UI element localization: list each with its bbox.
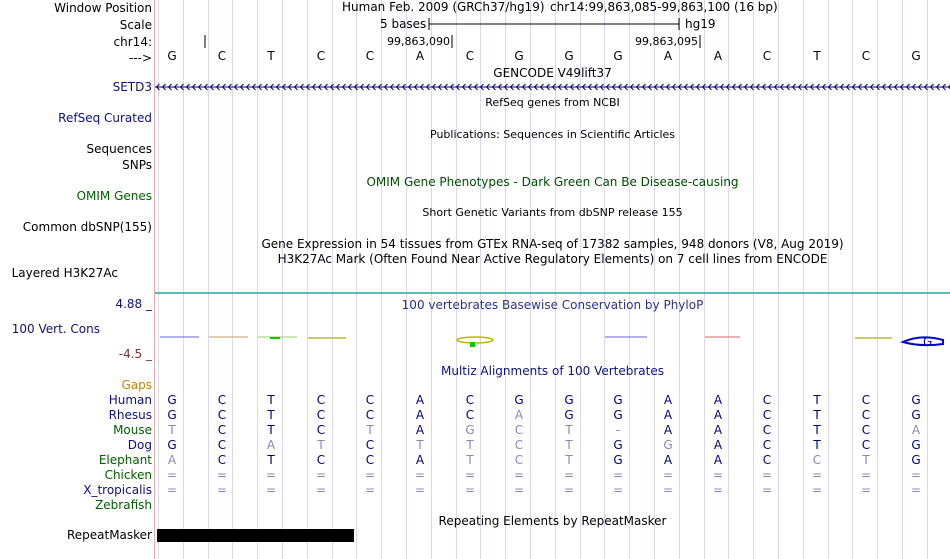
aligned-base: = bbox=[712, 483, 724, 497]
aligned-base: = bbox=[414, 468, 426, 482]
aligned-base: G bbox=[613, 393, 623, 407]
aligned-base: T bbox=[862, 453, 870, 467]
multiz-title: Multiz Alignments of 100 Vertebrates bbox=[440, 364, 665, 378]
aligned-base: A bbox=[514, 408, 524, 422]
aligned-base: G bbox=[167, 393, 177, 407]
aligned-base: G bbox=[613, 408, 623, 422]
reference-base: C bbox=[217, 49, 227, 63]
aligned-base: G bbox=[564, 408, 574, 422]
publications-title: Publications: Sequences in Scientific Articles bbox=[430, 128, 675, 141]
aligned-base: A bbox=[911, 423, 921, 437]
species-label[interactable]: Human bbox=[108, 393, 152, 407]
aligned-base: A bbox=[663, 408, 673, 422]
species-label[interactable]: X_tropicalis bbox=[83, 483, 152, 497]
coord-right: 99,863,095 bbox=[635, 35, 698, 48]
track-separator bbox=[155, 292, 950, 294]
aligned-base: = bbox=[860, 483, 872, 497]
h3k27ac-label[interactable]: Layered H3K27Ac bbox=[11, 266, 118, 280]
aligned-base: C bbox=[465, 393, 475, 407]
species-label[interactable]: Dog bbox=[127, 438, 152, 452]
coordinate-ruler bbox=[155, 33, 950, 49]
aligned-base: C bbox=[365, 438, 375, 452]
aligned-base: = bbox=[464, 483, 476, 497]
aligned-base: C bbox=[316, 453, 326, 467]
aligned-base: T bbox=[168, 423, 176, 437]
reference-base: G bbox=[911, 49, 921, 63]
scale-label: Scale bbox=[119, 18, 152, 32]
aligned-base: T bbox=[565, 423, 573, 437]
chrom-label: chr14: bbox=[113, 35, 152, 49]
aligned-base: C bbox=[365, 453, 375, 467]
aligned-base: = bbox=[811, 483, 823, 497]
species-label[interactable]: Rhesus bbox=[108, 408, 152, 422]
reference-base: C bbox=[762, 49, 772, 63]
setd3-gene-line[interactable] bbox=[155, 81, 950, 93]
aligned-base: C bbox=[812, 453, 822, 467]
track-labels bbox=[0, 0, 154, 559]
species-label[interactable]: Elephant bbox=[98, 453, 152, 467]
aligned-base: = bbox=[612, 483, 624, 497]
refseq-label[interactable]: RefSeq Curated bbox=[58, 111, 152, 125]
aligned-base: A bbox=[266, 438, 276, 452]
aligned-base: G bbox=[514, 393, 524, 407]
aligned-base: = bbox=[860, 468, 872, 482]
aligned-base: T bbox=[317, 438, 325, 452]
reference-base: T bbox=[813, 49, 821, 63]
assembly-title: Human Feb. 2009 (GRCh37/hg19) bbox=[342, 0, 545, 14]
phylop-plot bbox=[155, 330, 950, 350]
strand-label: ---> bbox=[128, 51, 152, 65]
reference-base: C bbox=[465, 49, 475, 63]
aligned-base: = bbox=[712, 468, 724, 482]
aligned-base: A bbox=[663, 393, 673, 407]
aligned-base: C bbox=[316, 393, 326, 407]
aligned-base: A bbox=[415, 423, 425, 437]
omim-title: OMIM Gene Phenotypes - Dark Green Can Be Disease-causing bbox=[366, 175, 739, 189]
reference-base: G bbox=[167, 49, 177, 63]
track-area[interactable] bbox=[155, 0, 950, 559]
aligned-base: G bbox=[167, 408, 177, 422]
aligned-base: = bbox=[265, 483, 277, 497]
aligned-base: C bbox=[316, 423, 326, 437]
phylop-min-label: -4.5 _ bbox=[118, 347, 152, 361]
aligned-base: T bbox=[813, 438, 821, 452]
aligned-base: G bbox=[167, 438, 177, 452]
aligned-base: = bbox=[811, 468, 823, 482]
phylop-title: 100 vertebrates Basewise Conservation by PhyloP bbox=[401, 298, 704, 312]
h3k27ac-title: H3K27Ac Mark (Often Found Near Active Regulatory Elements) on 7 cell lines from ENCODE bbox=[277, 252, 828, 266]
aligned-base: = bbox=[315, 483, 327, 497]
aligned-base: T bbox=[267, 423, 275, 437]
aligned-base: C bbox=[365, 408, 375, 422]
aligned-base: C bbox=[861, 408, 871, 422]
aligned-base: G bbox=[564, 393, 574, 407]
aligned-base: = bbox=[364, 483, 376, 497]
reference-base: A bbox=[415, 49, 425, 63]
aligned-base: C bbox=[514, 423, 524, 437]
aligned-base: = bbox=[513, 468, 525, 482]
aligned-base: C bbox=[217, 438, 227, 452]
aligned-base: G bbox=[911, 393, 921, 407]
aligned-base: T bbox=[267, 408, 275, 422]
aligned-base: C bbox=[762, 453, 772, 467]
aligned-base: G bbox=[613, 453, 623, 467]
aligned-base: G bbox=[613, 438, 623, 452]
dbsnp-title: Short Genetic Variants from dbSNP release 155 bbox=[422, 206, 683, 219]
phylop-max-label: 4.88 _ bbox=[115, 297, 152, 311]
reference-base: C bbox=[316, 49, 326, 63]
reference-base: A bbox=[713, 49, 723, 63]
phylop-label[interactable]: 100 Vert. Cons bbox=[11, 322, 100, 336]
aligned-base: = bbox=[216, 468, 228, 482]
aligned-base: C bbox=[861, 423, 871, 437]
aligned-base: = bbox=[761, 483, 773, 497]
aligned-base: C bbox=[861, 438, 871, 452]
aligned-base: A bbox=[663, 453, 673, 467]
aligned-base: = bbox=[910, 483, 922, 497]
refseq-title: RefSeq genes from NCBI bbox=[485, 96, 620, 109]
aligned-base: A bbox=[663, 423, 673, 437]
coord-left: 99,863,090 bbox=[387, 35, 450, 48]
aligned-base: A bbox=[415, 393, 425, 407]
aligned-base: T bbox=[466, 453, 474, 467]
repeat-element[interactable] bbox=[157, 529, 354, 542]
aligned-base: A bbox=[713, 438, 723, 452]
reference-base: C bbox=[861, 49, 871, 63]
aligned-base: C bbox=[514, 453, 524, 467]
aligned-base: C bbox=[762, 408, 772, 422]
reference-base: C bbox=[365, 49, 375, 63]
aligned-base: = bbox=[513, 483, 525, 497]
aligned-base: = bbox=[166, 468, 178, 482]
aligned-base: = bbox=[612, 468, 624, 482]
window-position-label: Window Position bbox=[54, 1, 152, 15]
aligned-base: C bbox=[217, 423, 227, 437]
aligned-base: T bbox=[813, 393, 821, 407]
aligned-base: = bbox=[464, 468, 476, 482]
aligned-base: C bbox=[217, 453, 227, 467]
scale-bar bbox=[425, 17, 685, 31]
aligned-base: = bbox=[761, 468, 773, 482]
aligned-base: G bbox=[911, 408, 921, 422]
omim-label[interactable]: OMIM Genes bbox=[76, 189, 152, 203]
aligned-base: A bbox=[713, 393, 723, 407]
aligned-base: A bbox=[713, 453, 723, 467]
aligned-base: A bbox=[415, 453, 425, 467]
species-label[interactable]: Zebrafish bbox=[95, 498, 152, 512]
aligned-base: C bbox=[514, 438, 524, 452]
reference-base: G bbox=[613, 49, 623, 63]
aligned-base: = bbox=[563, 468, 575, 482]
aligned-base: T bbox=[565, 438, 573, 452]
aligned-base: G bbox=[911, 438, 921, 452]
aligned-base: = bbox=[662, 468, 674, 482]
aligned-base: C bbox=[861, 393, 871, 407]
species-label[interactable]: Chicken bbox=[104, 468, 152, 482]
aligned-base: - bbox=[615, 423, 621, 437]
aligned-base: G bbox=[663, 438, 673, 452]
dbsnp-label[interactable]: Common dbSNP(155) bbox=[22, 220, 152, 234]
aligned-base: = bbox=[414, 483, 426, 497]
scale-db: hg19 bbox=[685, 17, 716, 31]
aligned-base: = bbox=[662, 483, 674, 497]
svg-text:G: G bbox=[923, 335, 933, 349]
aligned-base: T bbox=[813, 408, 821, 422]
aligned-base: C bbox=[762, 423, 772, 437]
publications-label[interactable]: Sequences bbox=[86, 142, 152, 156]
repeatmasker-label[interactable]: RepeatMasker bbox=[66, 528, 152, 542]
aligned-base: C bbox=[217, 408, 227, 422]
aligned-base: G bbox=[911, 453, 921, 467]
aligned-base: = bbox=[910, 468, 922, 482]
aligned-base: T bbox=[366, 423, 374, 437]
reference-base: G bbox=[514, 49, 524, 63]
aligned-base: T bbox=[416, 438, 424, 452]
aligned-base: T bbox=[267, 393, 275, 407]
aligned-base: T bbox=[565, 453, 573, 467]
aligned-base: = bbox=[265, 468, 277, 482]
aligned-base: C bbox=[316, 408, 326, 422]
repeatmasker-title: Repeating Elements by RepeatMasker bbox=[438, 514, 667, 528]
aligned-base: = bbox=[166, 483, 178, 497]
aligned-base: T bbox=[813, 423, 821, 437]
setd3-label[interactable]: SETD3 bbox=[112, 80, 152, 94]
aligned-base: A bbox=[713, 408, 723, 422]
species-label[interactable]: Mouse bbox=[113, 423, 152, 437]
aligned-base: T bbox=[267, 453, 275, 467]
aligned-base: = bbox=[216, 483, 228, 497]
aligned-base: G bbox=[465, 423, 475, 437]
scale-value: 5 bases bbox=[380, 17, 427, 31]
position-readout: chr14:99,863,085-99,863,100 (16 bp) bbox=[550, 0, 778, 14]
aligned-base: A bbox=[713, 423, 723, 437]
reference-base: G bbox=[564, 49, 574, 63]
snps-label[interactable]: SNPs bbox=[122, 158, 152, 172]
aligned-base: A bbox=[415, 408, 425, 422]
reference-base: A bbox=[663, 49, 673, 63]
gencode-title: GENCODE V49lift37 bbox=[493, 66, 612, 80]
gtex-title: Gene Expression in 54 tissues from GTEx RNA-seq of 17382 samples, 948 donors (V8, Aug 2019) bbox=[261, 237, 844, 251]
aligned-base: C bbox=[762, 438, 772, 452]
aligned-base: C bbox=[465, 408, 475, 422]
aligned-base: C bbox=[762, 393, 772, 407]
aligned-base: T bbox=[466, 438, 474, 452]
reference-base: T bbox=[267, 49, 275, 63]
aligned-base: = bbox=[364, 468, 376, 482]
aligned-base: C bbox=[217, 393, 227, 407]
aligned-base: = bbox=[563, 483, 575, 497]
aligned-base: C bbox=[365, 393, 375, 407]
aligned-base: A bbox=[167, 453, 177, 467]
gaps-label: Gaps bbox=[121, 378, 152, 392]
aligned-base: = bbox=[315, 468, 327, 482]
